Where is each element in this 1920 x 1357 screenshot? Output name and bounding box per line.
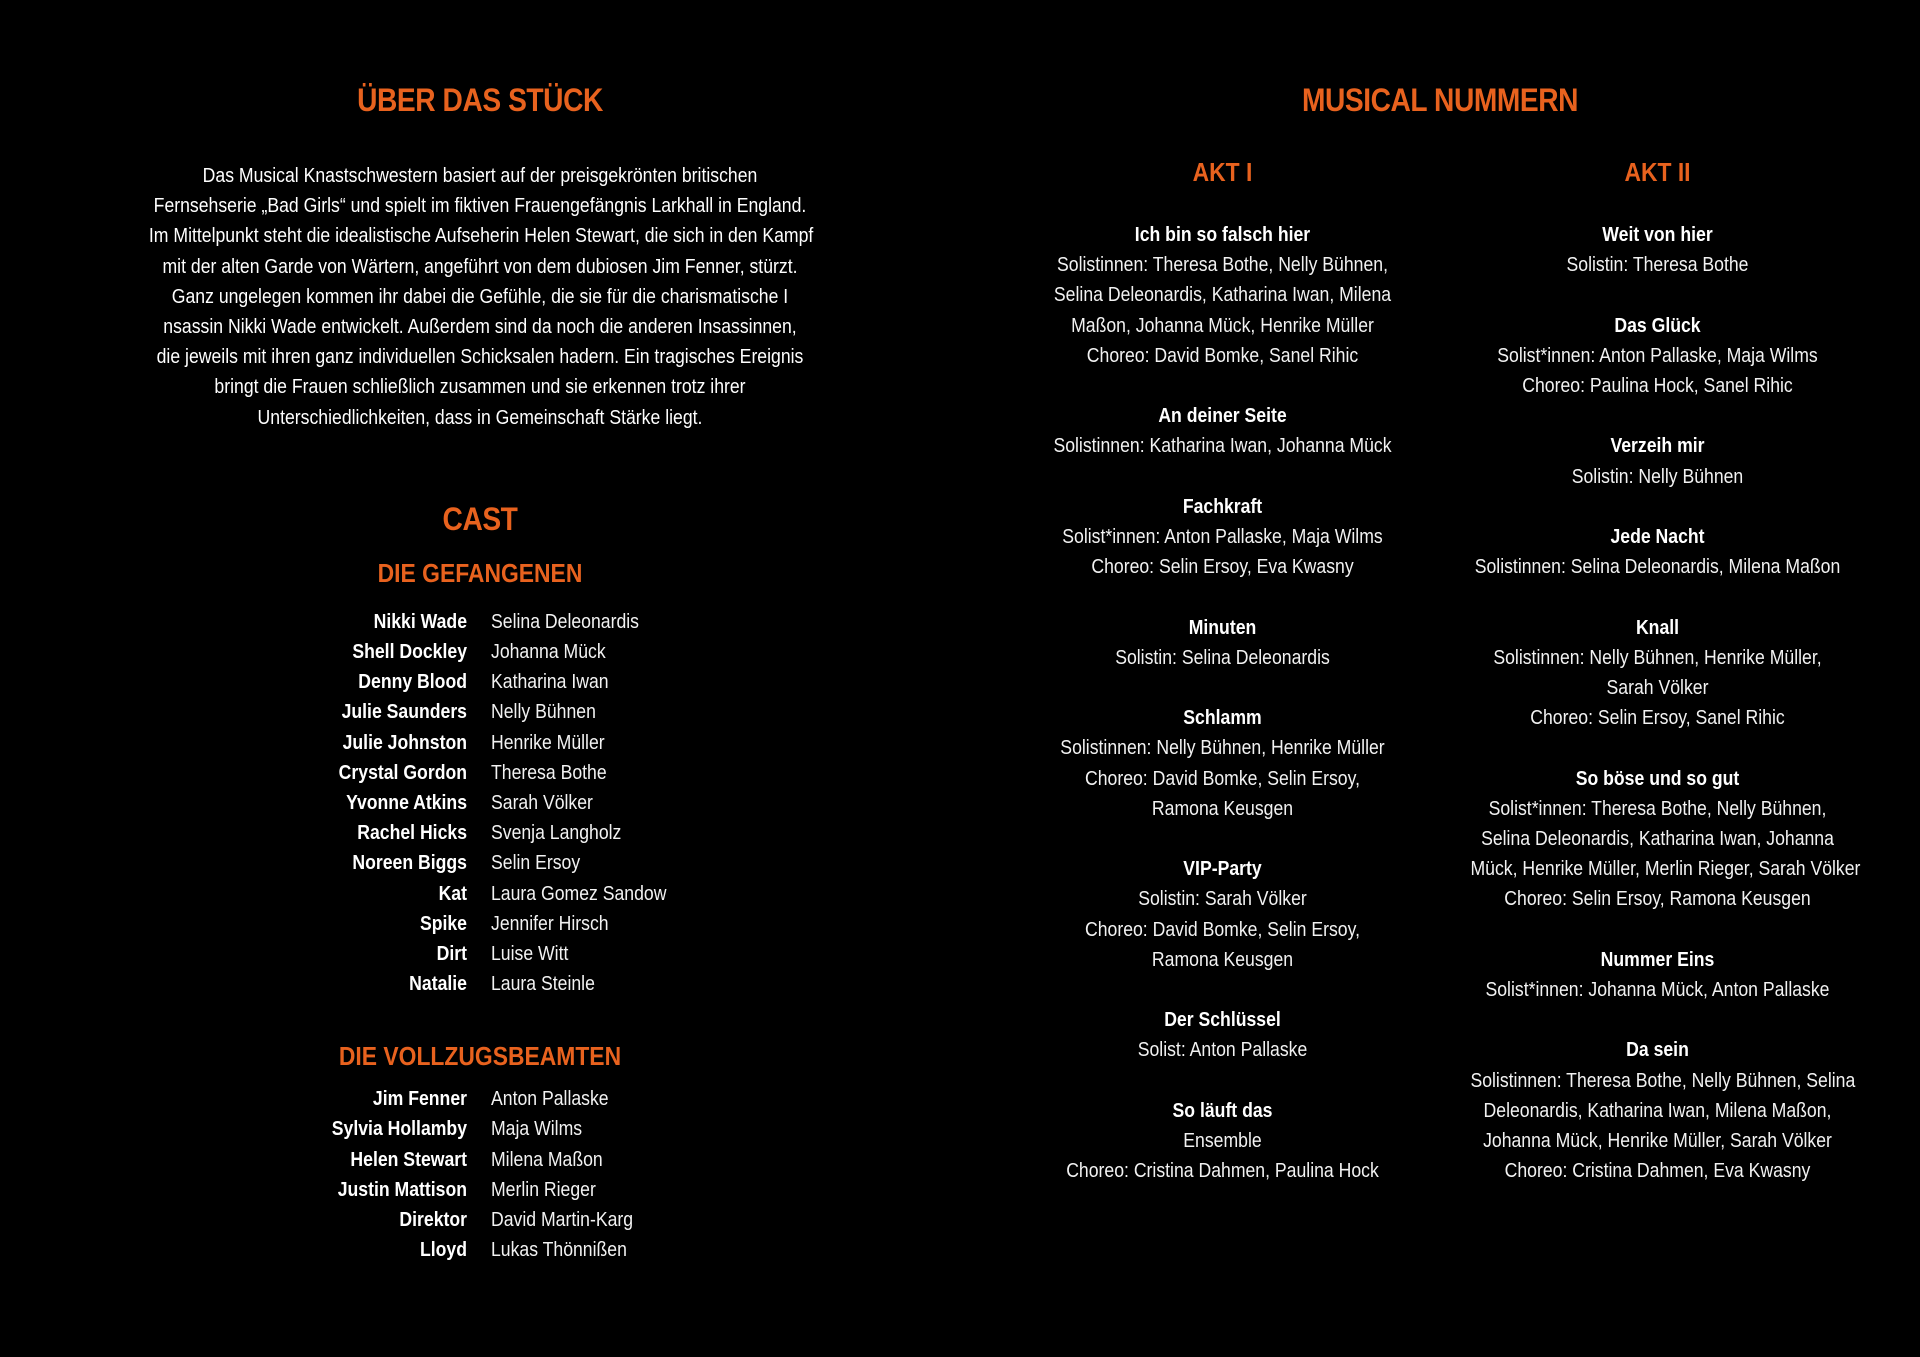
cast-actor: Johanna Mück (491, 640, 606, 664)
song-credit: Solistinnen: Theresa Bothe, Nelly Bühnen, (1057, 253, 1388, 277)
cast-role: Sylvia Hollamby (331, 1117, 467, 1141)
cast-actor: Sarah Völker (491, 790, 593, 814)
cast-actor: Selina Deleonardis (491, 609, 639, 633)
cast-group-title: DIE GEFANGENEN (377, 557, 583, 588)
cast-row (95, 758, 865, 788)
cast-role: Natalie (409, 972, 467, 996)
act-title: AKT II (1624, 157, 1691, 187)
song-credit: Choreo: Cristina Dahmen, Paulina Hock (1066, 1159, 1379, 1183)
song-title: Knall (1635, 615, 1680, 639)
about-line: Fernsehserie „Bad Girls“ und spielt im fiktiven Frauengefängnis Larkhall in England. (153, 194, 807, 218)
cast-row (95, 1205, 865, 1235)
song-entry (1005, 703, 1440, 824)
cast-row (95, 728, 865, 758)
song-title: So böse und so gut (1575, 766, 1740, 790)
cast-row (95, 788, 865, 818)
cast-row (95, 667, 865, 697)
act-column (1005, 157, 1440, 1217)
cast-role: Jim Fenner (372, 1087, 467, 1111)
song-credit: Solist*innen: Johanna Mück, Anton Pallaske (1485, 977, 1830, 1001)
cast-role: Dirt (436, 941, 467, 965)
song-entry (1005, 220, 1440, 371)
song-credit: Solistinnen: Selina Deleonardis, Milena Maßon (1474, 555, 1841, 579)
song-entry (1440, 311, 1875, 402)
song-credit: Solistin: Sarah Völker (1138, 887, 1307, 911)
song-title: Ich bin so falsch hier (1134, 223, 1311, 246)
cast-row (95, 607, 865, 637)
song-title: Das Glück (1614, 313, 1701, 337)
cast-role: Kat (438, 881, 467, 905)
song-entry (1005, 613, 1440, 673)
song-credit: Selina Deleonardis, Katharina Iwan, Milena (1053, 283, 1392, 307)
cast-actor: Nelly Bühnen (491, 700, 596, 724)
song-credit: Choreo: Cristina Dahmen, Eva Kwasny (1504, 1159, 1811, 1183)
cast-actor: Svenja Langholz (491, 821, 622, 845)
cast-actor: David Martin-Karg (491, 1208, 634, 1232)
song-entry (1440, 1035, 1875, 1186)
song-title: Minuten (1188, 615, 1257, 639)
cast-row (95, 1084, 865, 1114)
cast-actor: Anton Pallaske (491, 1087, 609, 1111)
cast-role: Crystal Gordon (338, 760, 467, 784)
cast-role: Shell Dockley (352, 640, 467, 664)
cast-role: Nikki Wade (373, 609, 467, 633)
song-title: Fachkraft (1182, 494, 1263, 518)
cast-actor: Theresa Bothe (491, 760, 607, 784)
cast-actor: Maja Wilms (491, 1117, 583, 1141)
song-credit: Solist*innen: Anton Pallaske, Maja Wilms (1497, 343, 1818, 367)
cast-row (95, 637, 865, 667)
song-title: Da sein (1626, 1038, 1689, 1062)
song-title: Verzeih mir (1610, 434, 1705, 458)
song-entry (1440, 945, 1875, 1005)
about-paragraph (148, 161, 814, 433)
about-line: Unterschiedlichkeiten, dass in Gemeinschaft Stärke liegt. (257, 405, 703, 429)
song-title: VIP-Party (1183, 857, 1262, 881)
about-line: Ganz ungelegen kommen ihr dabei die Gefühle, die sie für die charismatische I (171, 284, 789, 308)
song-credit: Solistin: Nelly Bühnen (1571, 464, 1744, 488)
cast-row (95, 1175, 865, 1205)
song-credit: Choreo: Paulina Hock, Sanel Rihic (1522, 374, 1793, 397)
song-credit: Sarah Völker (1606, 675, 1709, 699)
cast-role: Direktor (399, 1208, 467, 1232)
song-entry (1005, 401, 1440, 461)
song-credit: Solistinnen: Nelly Bühnen, Henrike Müller, (1493, 645, 1822, 669)
song-credit: Solistin: Selina Deleonardis (1115, 645, 1330, 669)
cast-actor: Laura Gomez Sandow (491, 881, 667, 905)
cast-actor: Jennifer Hirsch (491, 911, 609, 935)
song-credit: Solistinnen: Theresa Bothe, Nelly Bühnen, Selina (1470, 1068, 1856, 1092)
numbers-title: MUSICAL NUMMERN (1301, 82, 1579, 118)
cast-title: CAST (442, 500, 518, 537)
about-line: Das Musical Knastschwestern basiert auf der preisgekrönten britischen (202, 164, 758, 187)
song-credit: Solistin: Theresa Bothe (1566, 253, 1749, 277)
cast-row (95, 879, 865, 909)
cast-role: Rachel Hicks (357, 821, 467, 845)
song-credit: Ramona Keusgen (1151, 796, 1294, 820)
song-credit: Solist*innen: Anton Pallaske, Maja Wilms (1062, 525, 1383, 548)
cast-actor: Katharina Iwan (491, 670, 609, 694)
cast-row (95, 939, 865, 969)
cast-actor: Selin Ersoy (491, 851, 581, 875)
about-title: ÜBER DAS STÜCK (357, 82, 603, 118)
song-entry (1005, 492, 1440, 583)
song-credit: Choreo: Selin Ersoy, Sanel Rihic (1530, 706, 1785, 730)
act-column (1440, 157, 1875, 1217)
cast-row (95, 969, 865, 999)
song-credit: Deleonardis, Katharina Iwan, Milena Maßon, (1483, 1098, 1832, 1122)
song-title: Nummer Eins (1600, 947, 1715, 971)
song-title: Schlamm (1183, 706, 1262, 730)
cast-row (95, 848, 865, 878)
song-credit: Choreo: David Bomke, Selin Ersoy, (1084, 766, 1361, 790)
song-credit: Choreo: David Bomke, Selin Ersoy, (1084, 917, 1361, 941)
song-credit: Ensemble (1183, 1128, 1262, 1152)
song-title: Jede Nacht (1610, 524, 1705, 548)
cast-role: Spike (419, 911, 467, 935)
song-credit: Solist: Anton Pallaske (1137, 1038, 1308, 1062)
cast-role: Noreen Biggs (352, 851, 467, 875)
cast-actor: Lukas Thönnißen (491, 1238, 627, 1262)
song-title: An deiner Seite (1158, 404, 1287, 428)
cast-role: Lloyd (419, 1238, 467, 1262)
song-entry (1005, 854, 1440, 975)
cast-row (95, 697, 865, 727)
song-credit: Choreo: David Bomke, Sanel Rihic (1086, 343, 1359, 367)
cast-actor: Henrike Müller (491, 730, 605, 754)
cast-role: Denny Blood (358, 670, 467, 694)
song-credit: Johanna Mück, Henrike Müller, Sarah Völker (1483, 1128, 1832, 1152)
cast-row (95, 1114, 865, 1144)
song-entry (1440, 220, 1875, 280)
about-line: nsassin Nikki Wade entwickelt. Außerdem sind da noch die anderen Insassinnen, (163, 315, 797, 339)
song-entry (1440, 613, 1875, 734)
song-credit: Ramona Keusgen (1151, 947, 1294, 971)
cast-row (95, 1145, 865, 1175)
song-entry (1440, 764, 1875, 915)
cast-role: Justin Mattison (337, 1177, 467, 1201)
about-line: bringt die Frauen schließlich zusammen und sie erkennen trotz ihrer (214, 375, 746, 399)
cast-list-officers (95, 1084, 865, 1265)
song-entry (1005, 1005, 1440, 1065)
cast-actor: Luise Witt (491, 941, 569, 965)
song-entry (1440, 522, 1875, 582)
about-line: Im Mittelpunkt steht die idealistische Aufseherin Helen Stewart, die sich in den Kampf (148, 224, 814, 248)
cast-role: Julie Johnston (342, 730, 467, 754)
about-line: mit der alten Garde von Wärtern, angeführt von dem dubiosen Jim Fenner, stürzt. (162, 254, 798, 278)
cast-list-prisoners (95, 607, 865, 999)
right-page (1005, 82, 1875, 1217)
song-credit: Solistinnen: Nelly Bühnen, Henrike Müller (1060, 736, 1385, 760)
song-title: Weit von hier (1602, 223, 1713, 246)
acts-columns (1005, 157, 1875, 1217)
cast-role: Julie Saunders (341, 700, 467, 724)
cast-role: Helen Stewart (350, 1147, 467, 1171)
cast-actor: Milena Maßon (491, 1147, 603, 1171)
act-title: AKT I (1192, 157, 1253, 187)
cast-group-title: DIE VOLLZUGSBEAMTEN (338, 1041, 622, 1072)
song-title: Der Schlüssel (1164, 1008, 1281, 1032)
cast-role: Yvonne Atkins (346, 790, 467, 814)
song-entry (1005, 1096, 1440, 1187)
song-credit: Maßon, Johanna Mück, Henrike Müller (1071, 313, 1374, 337)
about-line: die jeweils mit ihren ganz individuellen Schicksalen hadern. Ein tragisches Ereignis (156, 345, 804, 369)
song-credit: Choreo: Selin Ersoy, Eva Kwasny (1091, 555, 1354, 579)
cast-actor: Merlin Rieger (491, 1177, 596, 1201)
song-entry (1440, 431, 1875, 491)
song-credit: Mück, Henrike Müller, Merlin Rieger, Sarah Völker (1470, 857, 1861, 881)
song-credit: Selina Deleonardis, Katharina Iwan, Johanna (1481, 826, 1834, 850)
cast-row (95, 909, 865, 939)
song-credit: Choreo: Selin Ersoy, Ramona Keusgen (1504, 887, 1811, 911)
song-credit: Solist*innen: Theresa Bothe, Nelly Bühnen, (1488, 796, 1827, 820)
song-credit: Solistinnen: Katharina Iwan, Johanna Mück (1053, 434, 1392, 458)
left-page (95, 82, 865, 1265)
cast-actor: Laura Steinle (491, 972, 595, 996)
cast-row (95, 818, 865, 848)
cast-row (95, 1235, 865, 1265)
song-title: So läuft das (1172, 1098, 1273, 1122)
